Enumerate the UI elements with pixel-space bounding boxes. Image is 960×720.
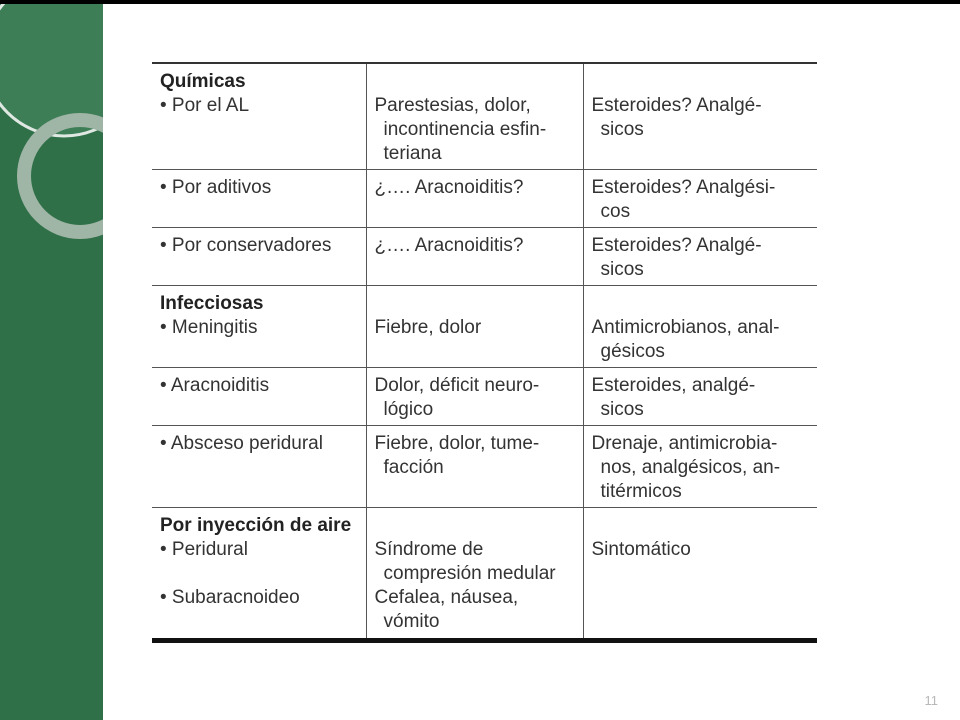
cause-item: • Meningitis: [160, 317, 258, 338]
cause-cell: [152, 228, 366, 286]
table-row: [152, 170, 817, 228]
table-row: [152, 368, 817, 426]
symptoms-cell: [366, 508, 583, 641]
symptoms-line: compresión medular: [383, 563, 556, 584]
treatment-cell: [583, 286, 817, 368]
table-row: [152, 508, 817, 641]
treatment-line: Drenaje, antimicrobia-: [591, 433, 778, 454]
symptoms-cell: [366, 426, 583, 508]
treatment-line: sicos: [600, 259, 644, 280]
symptoms-line: incontinencia esfin-: [383, 119, 547, 140]
cause-item: • Por el AL: [160, 95, 250, 116]
treatment-line: gésicos: [600, 341, 665, 362]
cause-item: • Peridural: [160, 539, 248, 560]
symptoms-cell: [366, 170, 583, 228]
symptoms-line: Parestesias, dolor,: [374, 95, 531, 116]
cause-cell: [152, 170, 366, 228]
treatment-line: titérmicos: [600, 481, 682, 502]
symptoms-line: vómito: [383, 611, 440, 632]
symptoms-cell: [366, 63, 583, 170]
symptoms-line: Fiebre, dolor: [374, 317, 482, 338]
decorative-circles: [0, 4, 103, 720]
symptoms-cell: [366, 228, 583, 286]
symptoms-line: Síndrome de: [374, 539, 484, 560]
table-row: [152, 228, 817, 286]
treatment-line: cos: [600, 201, 631, 222]
section-heading: Químicas: [160, 71, 246, 92]
treatment-cell: [583, 63, 817, 170]
cause-cell: [152, 63, 366, 170]
symptoms-line: ¿…. Aracnoiditis?: [374, 235, 524, 256]
table-row: [152, 63, 817, 170]
treatment-cell: [583, 508, 817, 641]
treatment-line: Esteroides, analgé-: [591, 375, 756, 396]
cause-cell: [152, 368, 366, 426]
treatment-line: sicos: [600, 119, 644, 140]
symptoms-line: ¿…. Aracnoiditis?: [374, 177, 524, 198]
treatment-line: Esteroides? Analgé-: [591, 235, 762, 256]
cause-item: • Subaracnoideo: [160, 587, 300, 608]
symptoms-line: Fiebre, dolor, tume-: [374, 433, 540, 454]
slide: [0, 4, 960, 720]
treatment-line: Sintomático: [591, 539, 691, 560]
cause-item: • Absceso peridural: [160, 433, 323, 454]
cause-cell: [152, 426, 366, 508]
section-heading: Por inyección de aire: [160, 515, 352, 536]
side-bar: [0, 4, 103, 720]
symptoms-cell: [366, 368, 583, 426]
treatment-line: nos, analgésicos, an-: [600, 457, 781, 478]
cause-item: • Aracnoiditis: [160, 375, 270, 396]
table-row: [152, 426, 817, 508]
treatment-cell: [583, 368, 817, 426]
symptoms-line: lógico: [383, 399, 434, 420]
cause-item: • Por aditivos: [160, 177, 272, 198]
treatment-line: sicos: [600, 399, 644, 420]
symptoms-line: teriana: [383, 143, 442, 164]
treatment-line: Esteroides? Analgé-: [591, 95, 762, 116]
treatment-line: Esteroides? Analgési-: [591, 177, 776, 198]
symptoms-cell: [366, 286, 583, 368]
table-row: [152, 286, 817, 368]
treatment-cell: [583, 170, 817, 228]
symptoms-line: facción: [383, 457, 444, 478]
cause-item: • Por conservadores: [160, 235, 332, 256]
page-number: 11: [924, 693, 938, 708]
treatment-cell: [583, 228, 817, 286]
treatment-line: Antimicrobianos, anal-: [591, 317, 780, 338]
symptoms-line: Cefalea, náusea,: [374, 587, 519, 608]
cause-cell: [152, 508, 366, 641]
treatment-cell: [583, 426, 817, 508]
symptoms-line: Dolor, déficit neuro-: [374, 375, 540, 396]
cause-cell: [152, 286, 366, 368]
complications-table: [152, 62, 817, 643]
section-heading: Infecciosas: [160, 293, 264, 314]
